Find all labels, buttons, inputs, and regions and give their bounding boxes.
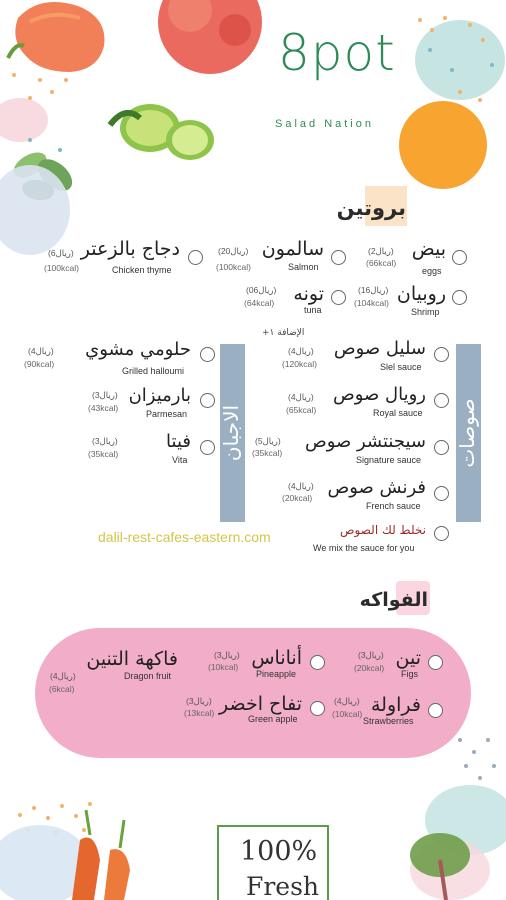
- salmon-radio[interactable]: [331, 250, 346, 265]
- eggs-en: eggs: [422, 266, 442, 276]
- vita-price: (3ريال): [92, 436, 118, 446]
- vita-kcal: (35kcal): [88, 449, 119, 459]
- parmesan-price: (3ريال): [92, 390, 118, 400]
- pineapple-label: أناناس: [251, 647, 302, 669]
- dragon-fruit-label: فاكهة التنين: [86, 648, 178, 670]
- eggs-kcal: (66kcal): [366, 258, 397, 268]
- pineapple-en: Pineapple: [256, 669, 297, 679]
- eggs-price: (2ريال): [368, 246, 394, 256]
- royal-en: Royal sauce: [373, 408, 423, 418]
- dragon-fruit-kcal: (6kcal): [49, 684, 75, 694]
- dragon-fruit-en: Dragon fruit: [124, 671, 172, 681]
- parmesan-radio[interactable]: [200, 393, 215, 408]
- halloumi-price: (4ريال): [28, 346, 54, 356]
- slel-en: Slel sauce: [380, 362, 422, 372]
- vita-label: فيتا: [166, 431, 191, 452]
- french-en: French sauce: [366, 501, 421, 511]
- shrimp-kcal: (104kcal): [354, 298, 389, 308]
- chicken-en: Chicken thyme: [112, 265, 172, 275]
- green-apple-kcal: (13kcal): [184, 708, 215, 718]
- halloumi-kcal: (90kcal): [24, 359, 55, 369]
- slel-radio[interactable]: [434, 347, 449, 362]
- signature-en: Signature sauce: [356, 455, 422, 465]
- fresh-badge-line1: 100%: [240, 836, 318, 867]
- figs-label: تين: [395, 647, 421, 669]
- tuna-radio[interactable]: [331, 290, 346, 305]
- lime-illustration: [110, 104, 214, 160]
- brand-tagline: Salad Nation: [275, 118, 374, 130]
- figs-kcal: (20kcal): [354, 663, 385, 673]
- pineapple-kcal: (10kcal): [208, 662, 239, 672]
- tuna-kcal: (64kcal): [244, 298, 275, 308]
- shrimp-radio[interactable]: [452, 290, 467, 305]
- shrimp-label: روبيان: [396, 283, 446, 305]
- tuna-en: tuna: [304, 305, 322, 315]
- shrimp-en: Shrimp: [411, 307, 440, 317]
- pepper-illustration: [8, 2, 104, 72]
- strawberries-label: فراولة: [371, 694, 421, 716]
- mix-sauce-label: نخلط لك الصوص: [340, 523, 426, 537]
- mix-sauce-radio[interactable]: [434, 526, 449, 541]
- carrot-illustration: [72, 810, 130, 900]
- signature-radio[interactable]: [434, 440, 449, 455]
- eggs-radio[interactable]: [452, 250, 467, 265]
- strawberries-kcal: (10kcal): [332, 709, 363, 719]
- salmon-en: Salmon: [288, 262, 319, 272]
- tuna-price: (06ريال): [246, 285, 277, 295]
- chicken-radio[interactable]: [188, 250, 203, 265]
- tomato-illustration: [158, 0, 262, 74]
- halloumi-en: Grilled halloumi: [122, 366, 185, 376]
- chicken-label: دجاج بالزعتر: [80, 238, 180, 260]
- signature-price: (5ريال): [255, 436, 281, 446]
- shrimp-price: (16ريال): [358, 285, 389, 295]
- mix-sauce-en: We mix the sauce for you: [313, 543, 415, 553]
- chicken-kcal: (100kcal): [44, 263, 79, 273]
- royal-price: (4ريال): [288, 392, 314, 402]
- green-apple-en: Green apple: [248, 714, 298, 724]
- strawberries-price: (4ريال): [334, 696, 360, 706]
- green-apple-radio[interactable]: [310, 701, 325, 716]
- royal-label: رويال صوص: [332, 384, 426, 405]
- pineapple-radio[interactable]: [310, 655, 325, 670]
- fresh-badge-line2: Fresh: [246, 872, 320, 900]
- chicken-price: (6ريال): [48, 248, 74, 258]
- parmesan-label: بارميزان: [128, 385, 191, 406]
- vita-radio[interactable]: [200, 440, 215, 455]
- eggs-label: بيض: [411, 238, 446, 260]
- tuna-label: تونه: [293, 283, 324, 305]
- figs-en: Figs: [401, 669, 419, 679]
- salmon-label: سالمون: [261, 238, 324, 260]
- pineapple-price: (3ريال): [214, 650, 240, 660]
- salmon-price: (20ريال): [218, 246, 249, 256]
- addition-note: الإضافة ١+: [262, 328, 305, 338]
- salmon-kcal: (100kcal): [216, 262, 251, 272]
- brand-logo: 8pot: [278, 24, 396, 82]
- strawberries-en: Strawberries: [363, 716, 414, 726]
- french-radio[interactable]: [434, 486, 449, 501]
- parmesan-en: Parmesan: [146, 409, 188, 419]
- vita-en: Vita: [172, 455, 188, 465]
- cheese-title: الاجبان: [219, 404, 243, 462]
- slel-label: سليل صوص: [333, 338, 426, 359]
- fruits-title: الفواكه: [359, 589, 428, 611]
- sauces-title: صوصات: [455, 398, 479, 468]
- french-kcal: (20kcal): [282, 493, 313, 503]
- figs-radio[interactable]: [428, 655, 443, 670]
- french-label: فرنش صوص: [327, 477, 426, 498]
- signature-kcal: (35kcal): [252, 448, 283, 458]
- protein-title: بروتين: [336, 196, 406, 220]
- strawberries-radio[interactable]: [428, 703, 443, 718]
- green-apple-label: تفاح اخضر: [219, 693, 302, 715]
- royal-radio[interactable]: [434, 393, 449, 408]
- green-apple-price: (3ريال): [186, 696, 212, 706]
- figs-price: (3ريال): [358, 650, 384, 660]
- parmesan-kcal: (43kcal): [88, 403, 119, 413]
- dragon-fruit-price: (4ريال): [50, 671, 76, 681]
- french-price: (4ريال): [288, 481, 314, 491]
- halloumi-label: حلومي مشوي: [85, 339, 191, 360]
- watermark-text: dalil-rest-cafes-eastern.com: [98, 529, 271, 545]
- royal-kcal: (65kcal): [286, 405, 317, 415]
- signature-label: سيجنتشر صوص: [304, 431, 426, 452]
- halloumi-radio[interactable]: [200, 347, 215, 362]
- slel-price: (4ريال): [288, 346, 314, 356]
- slel-kcal: (120kcal): [282, 359, 317, 369]
